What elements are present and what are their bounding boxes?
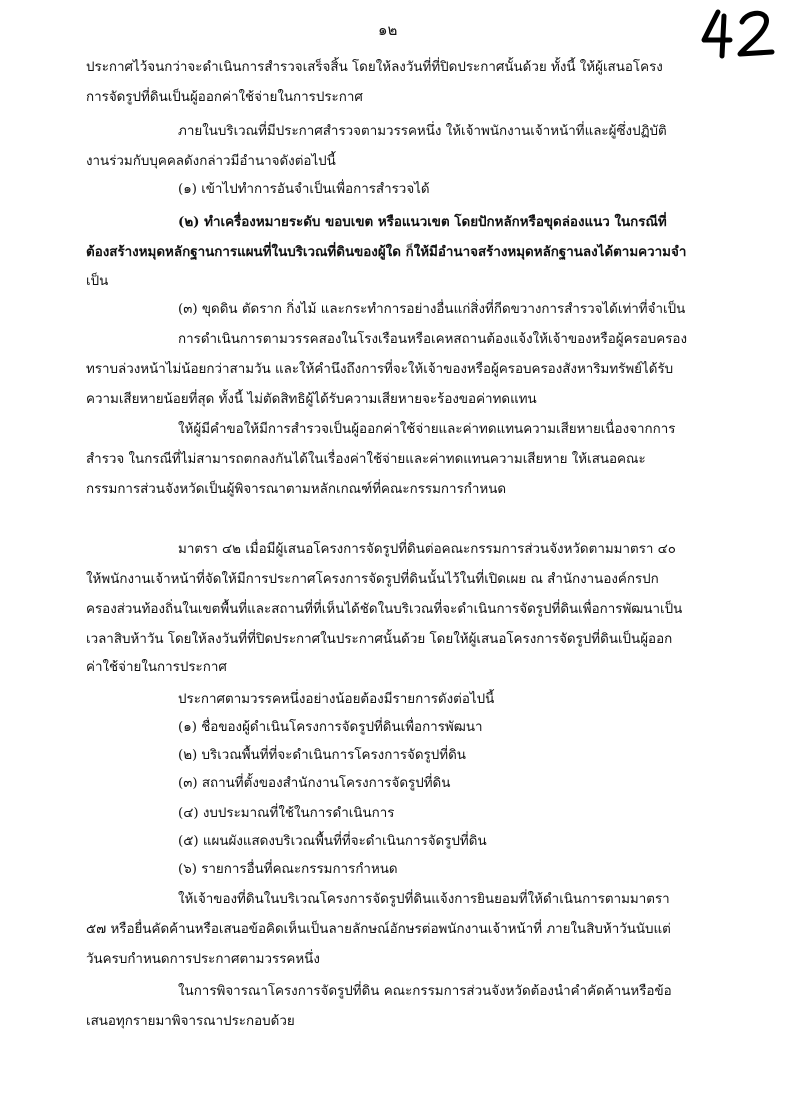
- list-item: (๒) ทำเครื่องหมายระดับ ขอบเขต หรือแนวเขต โดยปักหลักหรือขุดล่องแนว ในกรณีที่: [178, 214, 667, 230]
- text-line: ค่าใช้จ่ายในการประกาศ: [86, 660, 227, 675]
- list-item: (๑) เข้าไปทำการอันจำเป็นเพื่อการสำรวจได้: [178, 182, 430, 197]
- text-line: ให้ผู้มีคำขอให้มีการสำรวจเป็นผู้ออกค่าใช้จ่ายและค่าทดแทนความเสียหายเนื่องจากการ: [178, 422, 676, 437]
- text-line: ให้เจ้าของที่ดินในบริเวณโครงการจัดรูปที่ดินแจ้งการยินยอมที่ให้ดำเนินการตามมาตรา: [178, 892, 670, 907]
- text-line: ให้พนักงานเจ้าหน้าที่จัดให้มีการประกาศโครงการจัดรูปที่ดินนั้นไว้ในที่เปิดเผย ณ สำนักงานองค์กรปก: [86, 572, 659, 587]
- text-line: ประกาศไว้จนกว่าจะดำเนินการสำรวจเสร็จสิ้น โดยให้ลงวันที่ที่ปิดประกาศนั้นด้วย ทั้งนี้ ให้ผู้เสนอโครง: [86, 60, 663, 75]
- text-line: การดำเนินการตามวรรคสองในโรงเรือนหรือเคหสถานต้องแจ้งให้เจ้าของหรือผู้ครอบครอง: [178, 332, 688, 347]
- list-item: (๖) รายการอื่นที่คณะกรรมการกำหนด: [178, 862, 398, 877]
- page-number: ๑๒: [378, 21, 398, 39]
- section-heading-line: มาตรา ๔๒ เมื่อมีผู้เสนอโครงการจัดรูปที่ดินต่อคณะกรรมการส่วนจังหวัดตามมาตรา ๔๐: [178, 542, 676, 557]
- text-line: ๕๗ หรือยื่นคัดค้านหรือเสนอข้อคิดเห็นเป็นลายลักษณ์อักษรต่อพนักงานเจ้าหน้าที่ ภายในสิบห้าวันนับแต่: [86, 922, 671, 937]
- text-line: งานร่วมกับบุคคลดังกล่าวมีอำนาจดังต่อไปนี้: [86, 154, 336, 169]
- text-line: กรรมการส่วนจังหวัดเป็นผู้พิจารณาตามหลักเกณฑ์ที่คณะกรรมการกำหนด: [86, 482, 507, 497]
- list-item: (๔) งบประมาณที่ใช้ในการดำเนินการ: [178, 806, 395, 821]
- text-line: เวลาสิบห้าวัน โดยให้ลงวันที่ที่ปิดประกาศในประกาศนั้นด้วย โดยให้ผู้เสนอโครงการจัดรูปที่ดินเป็นผู้ออก: [86, 632, 673, 647]
- text-line: ภายในบริเวณที่มีประกาศสำรวจตามวรรคหนึ่ง ให้เจ้าพนักงานเจ้าหน้าที่และผู้ซึ่งปฏิบัติ: [178, 124, 667, 139]
- text-line: ทราบล่วงหน้าไม่น้อยกว่าสามวัน และให้คำนึงถึงการที่จะให้เจ้าของหรือผู้ครอบครองสังหาริมทรัพย์ได้รับ: [86, 362, 674, 377]
- text-line: ต้องสร้างหมุดหลักฐานการแผนที่ในบริเวณที่ดินของผู้ใด ก็ให้มีอำนาจสร้างหมุดหลักฐานลงได้ตามความจำ: [86, 244, 687, 260]
- text-line: ในการพิจารณาโครงการจัดรูปที่ดิน คณะกรรมการส่วนจังหวัดต้องนำคำคัดค้านหรือข้อ: [178, 984, 672, 999]
- list-item: (๓) ขุดดิน ตัดราก กิ่งไม้ และกระทำการอย่างอื่นแก่สิ่งที่กีดขวางการสำรวจได้เท่าที่จำเป็น: [178, 302, 686, 317]
- text-line: การจัดรูปที่ดินเป็นผู้ออกค่าใช้จ่ายในการประกาศ: [86, 90, 363, 105]
- list-item: (๒) บริเวณพื้นที่ที่จะดำเนินการโครงการจัดรูปที่ดิน: [178, 748, 466, 763]
- text-line: ครองส่วนท้องถิ่นในเขตพื้นที่และสถานที่ที่เห็นได้ชัดในบริเวณที่จะดำเนินการจัดรูปที่ดินเพื่อการพัฒนาเป็น: [86, 602, 683, 617]
- text-line: เสนอทุกรายมาพิจารณาประกอบด้วย: [86, 1014, 295, 1029]
- text-line: วันครบกำหนดการประกาศตามวรรคหนึ่ง: [86, 952, 320, 967]
- list-item: (๕) แผนผังแสดงบริเวณพื้นที่ที่จะดำเนินการจัดรูปที่ดิน: [178, 834, 487, 849]
- list-item: (๑) ชื่อของผู้ดำเนินโครงการจัดรูปที่ดินเพื่อการพัฒนา: [178, 720, 483, 735]
- text-line: ประกาศตามวรรคหนึ่งอย่างน้อยต้องมีรายการดังต่อไปนี้: [178, 692, 495, 707]
- text-line: เป็น: [86, 274, 109, 289]
- text-line: สำรวจ ในกรณีที่ไม่สามารถตกลงกันได้ในเรื่องค่าใช้จ่ายและค่าทดแทนความเสียหาย ให้เสนอคณะ: [86, 452, 646, 467]
- text-line: ความเสียหายน้อยที่สุด ทั้งนี้ ไม่ตัดสิทธิผู้ได้รับความเสียหายจะร้องขอค่าทดแทน: [86, 392, 537, 407]
- list-item: (๓) สถานที่ตั้งของสำนักงานโครงการจัดรูปที่ดิน: [178, 776, 451, 791]
- handwritten-page-mark: [700, 8, 780, 60]
